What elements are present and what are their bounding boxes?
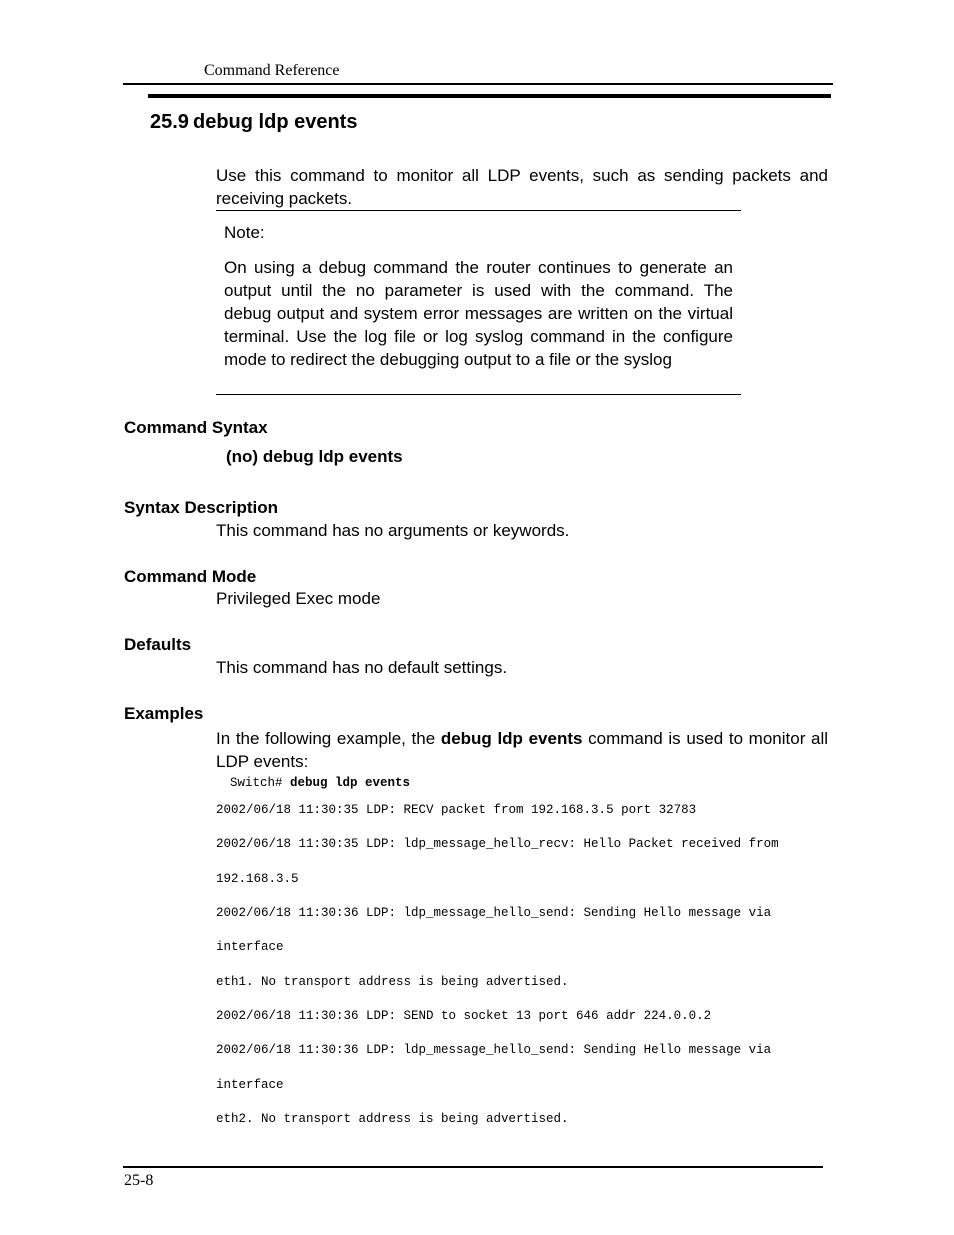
example-command: debug ldp events	[290, 776, 411, 790]
output-line: 2002/06/18 11:30:36 LDP: SEND to socket 13 port 646 addr 224.0.0.2	[216, 1009, 712, 1023]
command-syntax: (no) debug ldp events	[226, 447, 403, 466]
note-label: Note:	[224, 223, 265, 242]
examples-text-after: command is used to monitor all LDP events:	[216, 729, 829, 771]
output-line: eth2. No transport address is being advertised.	[216, 1112, 569, 1126]
example-prompt: Switch#	[230, 776, 291, 790]
defaults-text: This command has no default settings.	[216, 658, 508, 677]
note-text: On using a debug command the router continues to generate an output until the no parameter is used with the command. The debug output and system error messages are written on the virtual terminal. Use the log file or log syslog command in the configure mode to redirect the debugging output to a file or the syslog	[224, 258, 733, 369]
syntax-description-text: This command has no arguments or keywords.	[216, 521, 570, 540]
footer-rule	[123, 1166, 823, 1168]
examples-heading: Examples	[124, 704, 204, 723]
running-header: Command Reference	[204, 62, 340, 79]
note-top-rule	[216, 210, 741, 211]
section-rule	[148, 94, 831, 98]
output-line: interface	[216, 940, 284, 954]
output-line: eth1. No transport address is being advertised.	[216, 975, 569, 989]
page-number: 25-8	[124, 1172, 154, 1189]
command-mode-text: Privileged Exec mode	[216, 589, 381, 608]
output-line: 2002/06/18 11:30:35 LDP: RECV packet from 192.168.3.5 port 32783	[216, 803, 697, 817]
output-line: 2002/06/18 11:30:35 LDP: ldp_message_hello_recv: Hello Packet received from	[216, 837, 779, 851]
note-bottom-rule	[216, 394, 741, 395]
examples-text-before: In the following example, the	[216, 729, 441, 748]
syntax-description-heading: Syntax Description	[124, 498, 278, 517]
output-line: 2002/06/18 11:30:36 LDP: ldp_message_hello_send: Sending Hello message via	[216, 906, 772, 920]
output-line: 2002/06/18 11:30:36 LDP: ldp_message_hello_send: Sending Hello message via	[216, 1043, 772, 1057]
section-number: 25.9	[150, 111, 189, 133]
examples-text-bold: debug ldp events	[440, 729, 583, 748]
defaults-heading: Defaults	[124, 635, 192, 654]
output-line: interface	[216, 1078, 284, 1092]
intro-paragraph: Use this command to monitor all LDP events, such as sending packets and receiving packets.	[216, 166, 828, 208]
command-mode-heading: Command Mode	[124, 567, 257, 586]
section-title	[150, 111, 357, 134]
example-command-line	[230, 776, 410, 790]
header-rule	[123, 83, 833, 85]
section-title-text: debug ldp events	[193, 111, 358, 133]
examples-paragraph	[216, 727, 828, 773]
command-syntax-heading: Command Syntax	[124, 418, 268, 437]
output-line: 192.168.3.5	[216, 872, 299, 886]
